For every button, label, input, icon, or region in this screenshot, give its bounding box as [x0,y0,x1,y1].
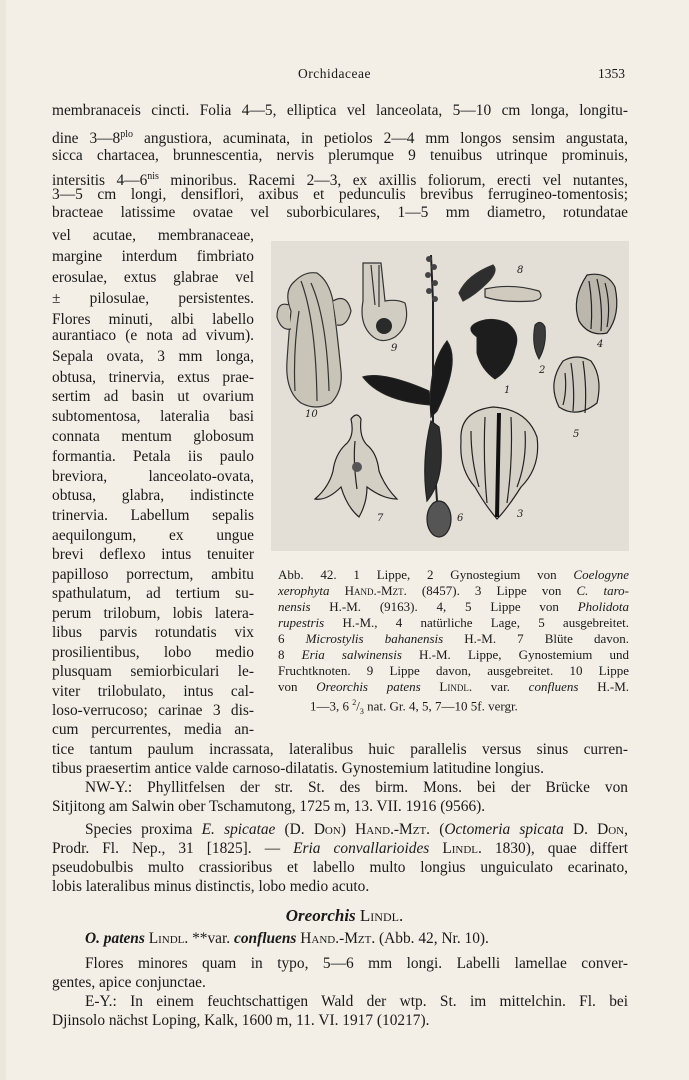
body-line: sicca chartacea, brunnescentia, nervis plerumque 9 tenuibus utrinque prominuis, [52,147,628,164]
description-line: Flores minores quam in typo, 5—6 mm longi. Labelli lamellae conver- [85,955,628,972]
figure-item-7 [315,415,397,517]
figure-label: 9 [391,343,398,354]
body-line: bracteae latissime ovatae vel suborbiculares, 1—5 mm diametro, rotundatae [52,204,628,221]
column-line: papilloso porrectum, ambitu [52,566,254,583]
variety-heading: O. patens Lindl. **var. confluens Hand.-Mzt. (Abb. 42, Nr. 10). [85,930,489,947]
body-line: dine $3—8^{plo}$ angustiora, acuminata, in petiolos 2—4 mm longos sensim angustata, [52,129,628,148]
description-line: gentes, apice conjunctae. [52,974,206,991]
column-line: cum percurrentes, media an- [52,721,254,738]
column-line: spathulatum, ad tertium su- [52,585,254,602]
figure-caption-line: nensis H.-M. (9163). 4, 5 Lippe von Pholidota [278,599,629,614]
figure-item-1 [471,319,517,379]
locality-line: Sitjitong am Salwin ober Tschamutong, 1725 m, 13. VII. 1916 (9566). [52,798,486,815]
locality-line: E-Y.: In einem feuchtschattigen Wald der wtp. St. im mittelchin. Fl. bei [85,993,628,1010]
column-line: brevi deflexo intus tenuiter [52,546,254,563]
column-line: formantia. Petala iis paulo [52,448,254,465]
figure-item-3 [461,407,538,519]
column-line: vel acutae, membranaceae, [52,227,254,244]
figure-label: 3 [517,509,524,520]
figure-label: 7 [377,513,384,524]
body-line: intersitis $4—6^{nis}$ minoribus. Racemi 2—3, ex axillis foliorum, erecti vel nutantes, [52,171,629,190]
figure-label: 10 [305,409,318,420]
column-line: margine interdum fimbriato [52,248,254,265]
figure-item-2 [534,322,546,359]
figure-item-5 [554,357,599,413]
species-line: Prodr. Fl. Nep., 31 [1825]. — Eria convallarioides Lindl. 1830), quae differt [52,840,628,857]
figure-caption-line: Abb. 42. 1 Lippe, 2 Gynostegium von Coelogyne [278,567,629,582]
body-line: tice tantum paulum incrassata, lateralibus huic parallelis versus sinus curren- [52,741,628,758]
column-line: ± pilosulae, persistentes. [52,290,254,307]
species-line: lobis lateralibus minus distinctis, lobo medio acuto. [52,878,370,895]
figure-label: 6 [457,513,464,524]
column-line: obtusa, glabra, indistincte [52,487,254,504]
column-line: subtomentosa, lateralia basi [52,408,254,425]
figure-label: 1 [504,385,511,396]
genus-heading: Oreorchis Lindl. [285,906,404,925]
figure-caption-line: von Oreorchis patens Lindl. var. confluens H.-M. [278,679,630,694]
column-line: prosilientibus, lobo medio [52,644,254,661]
figure-item-8 [459,265,541,302]
column-line: aurantiaco (e nota ad vivum). [52,327,254,344]
figure-label: 4 [597,339,604,350]
column-line: perum trilobum, lobis latera- [52,605,254,622]
body-line: membranaceis cincti. Folia 4—5, elliptica vel lanceolata, 5—10 cm longa, longitu- [52,102,628,119]
column-line: trinervia. Labellum sepalis [52,507,254,524]
figure-label: 5 [573,429,580,440]
figure-caption-line: 1—3, 6 $^2/_3$ nat. Gr. 4, 5, 7—10 5f. vergr. [310,698,518,716]
figure-plate [271,241,629,551]
column-line: aequilongum, ex ungue [52,527,254,544]
column-line: obtusa, trinervia, extus prae- [52,369,254,386]
figure-item-9 [362,263,407,341]
figure-caption-line: Fruchtknoten. 9 Lippe davon, ausgebreitet. 10 Lippe [278,663,629,678]
column-line: connata mentum globosum [52,428,254,445]
column-line: sertim ad basin ut ovarium [52,388,254,405]
column-line: erosulae, extus glabrae vel [52,269,254,286]
column-line: viter trilobulato, intus cal- [52,683,254,700]
column-line: Flores minuti, albi labello [52,311,254,328]
column-line: Sepala ovata, 3 mm longa, [52,348,254,365]
page-header [0,66,689,86]
figure-caption-line: xerophyta Hand.-Mzt. (8457). 3 Lippe von C. taro- [278,583,629,598]
locality-line: NW-Y.: Phyllitfelsen der str. St. des birm. Mons. bei der Brücke von [85,779,628,796]
figure-label: 8 [517,265,524,276]
column-line: loso-verrucoso; carinae 3 dis- [52,702,254,719]
page-number: 1353 [598,66,625,81]
running-title: Orchidaceae [298,66,371,81]
figure-label: 2 [539,365,546,376]
figure-caption-line: 6 Microstylis bahanensis H.-M. 7 Blüte davon. [278,631,630,646]
species-line: pseudobulbis multo crassioribus et labello multo longius unguiculato ecarinato, [52,859,628,876]
species-line: Species proxima E. spicatae (D. Don) Hand.-Mzt. (Octomeria spicata D. Don, [85,821,628,838]
body-line: 3—5 cm longi, densiflori, axibus et pedunculis brevibus ferrugineo-tomentosis; [52,186,628,203]
column-line: breviora, lanceolato-ovata, [52,468,254,485]
column-line: libus parvis rotundatis vix [52,624,254,641]
orchid-plate-illustration [271,241,629,551]
column-line: plusquam semiorbiculari le- [52,663,254,680]
figure-item-4 [576,274,616,334]
locality-line: Djinsolo nächst Loping, Kalk, 1600 m, 11. VI. 1917 (10217). [52,1012,430,1029]
figure-caption-line: rupestris H.-M., 4 natürliche Lage, 5 ausgebreitet. [278,615,629,630]
body-line: tibus praesertim antice valde carnoso-dilatatis. Gynostemium latitudine longius. [52,760,544,777]
figure-caption-line: 8 Eria salwinensis H.-M. Lippe, Gynostemium und [278,647,629,662]
figure-item-10 [277,273,351,407]
